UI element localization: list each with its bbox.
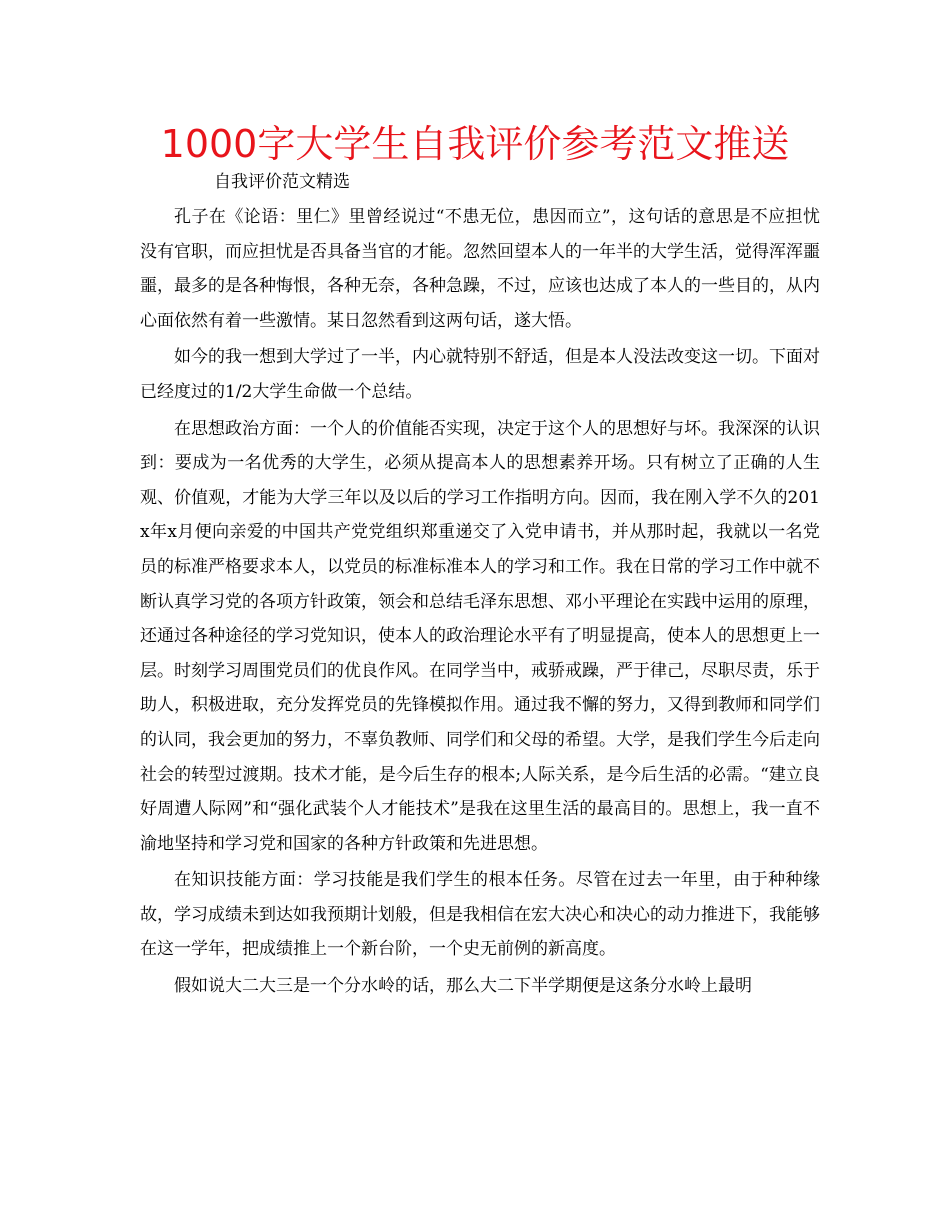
- paragraph: 孔子在《论语：里仁》里曾经说过“不患无位，患因而立”，这句话的意思是不应担忧没有官职，而应担忧是否具备当官的才能。忽然回望本人的一年半的大学生活，觉得浑浑噩噩，最多的是各种悔恨，各种无奈，各种急躁，不过，应该也达成了本人的一些目的，从内心面依然有着一些激情。某日忽然看到这两句话，遂大悟。: [140, 207, 820, 331]
- paragraph: 假如说大二大三是一个分水岭的话，那么大二下半学期便是这条分水岭上最明: [174, 976, 752, 997]
- paragraph: 在思想政治方面：一个人的价值能否实现，决定于这个人的思想好与坏。我深深的认识到：要成为一名优秀的大学生，必须从提高本人的思想素养开场。只有树立了正确的人生观、价值观，才能为大学三年以及以后的学习工作指明方向。因而，我在刚入学不久的201x年x月便向亲爱的中国共产党党组织郑重递交了入党申请书，并从那时起，我就以一名党员的标准严格要求本人，以党员的标准标准本人的学习和工作。我在日常的学习工作中就不断认真学习党的各项方针政策，领会和总结毛泽东思想、邓小平理论在实践中运用的原理，还通过各种途径的学习党知识，使本人的政治理论水平有了明显提高，使本人的思想更上一层。时刻学习周围党员们的优良作风。在同学当中，戒骄戒躁，严于律己，尽职尽责，乐于助人，积极进取，充分发挥党员的先锋模拟作用。通过我不懈的努力，又得到教师和同学们的认同，我会更加的努力，不辜负教师、同学们和父母的希望。大学，是我们学生今后走向社会的转型过渡期。技术才能，是今后生存的根本;人际关系，是今后生活的必需。“建立良好周遭人际网”和“强化武装个人才能技术”是我在这里生活的最高目的。思想上，我一直不渝地坚持和学习党和国家的各种方针政策和先进思想。: [140, 418, 820, 854]
- paragraph: 如今的我一想到大学过了一半，内心就特别不舒适，但是本人没法改变这一切。下面对已经度过的1/2大学生命做一个总结。: [140, 347, 820, 402]
- document-body: [140, 200, 820, 1006]
- document-title: 1000字大学生自我评价参考范文推送: [160, 122, 790, 166]
- document-subtitle: 自我评价范文精选: [214, 172, 350, 192]
- paragraph: 在知识技能方面：学习技能是我们学生的根本任务。尽管在过去一年里，由于种种缘故，学习成绩未到达如我预期计划般，但是我相信在宏大决心和决心的动力推进下，我能够在这一学年，把成绩推上一个新台阶，一个史无前例的新高度。: [140, 870, 820, 960]
